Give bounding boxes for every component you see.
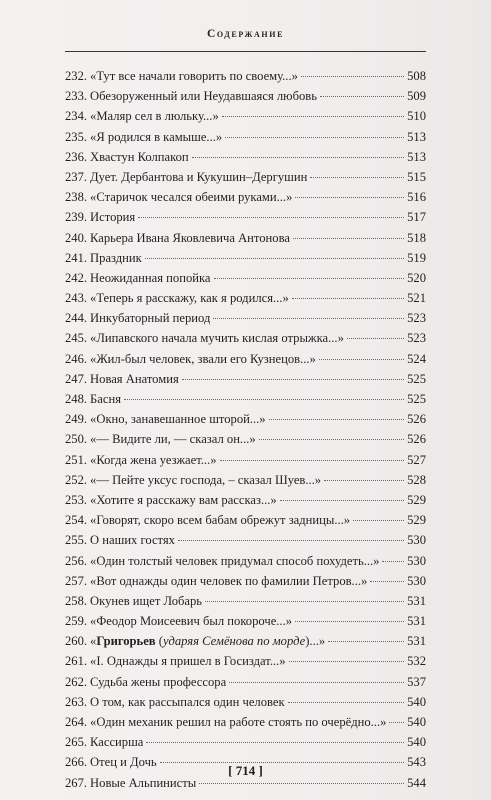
entry-page-number: 508: [407, 69, 426, 83]
dot-leader: [289, 661, 405, 662]
entry-title: Окунев ищет Лобарь: [90, 593, 203, 608]
dot-leader: [347, 338, 404, 339]
toc-entry: [65, 308, 426, 328]
dot-leader: [292, 298, 404, 299]
entry-page-number: 526: [407, 432, 426, 447]
entry-title: Кассирша: [90, 735, 144, 750]
entry-title: Отец и Дочь: [90, 755, 157, 770]
toc-entry: [65, 86, 426, 106]
entry-number: 254.: [65, 513, 88, 528]
entry-number: 255.: [65, 533, 88, 548]
dot-leader: [178, 540, 404, 541]
entry-number: 263.: [65, 694, 88, 709]
toc-entry: [65, 530, 426, 550]
dot-leader: [269, 419, 405, 420]
toc-entry: [65, 571, 426, 591]
entry-title: Новая Анатомия: [90, 371, 179, 386]
toc-entry: [65, 248, 426, 268]
entry-page-number: 531: [407, 593, 426, 608]
entry-title: «— Пейте уксус господа, – сказал Шуев...»: [90, 472, 322, 487]
entry-page-number: 543: [407, 755, 426, 770]
entry-number: 233.: [65, 89, 88, 104]
dot-leader: [205, 601, 404, 602]
entry-page-number: 527: [407, 452, 426, 467]
toc-entry: [65, 611, 426, 631]
dot-leader: [146, 742, 404, 743]
toc-entry: [65, 672, 426, 692]
entry-page-number: 523: [407, 311, 426, 326]
toc-entry: [65, 369, 426, 389]
dot-leader: [370, 581, 404, 582]
toc-entry: [65, 490, 426, 510]
entry-title: Праздник: [90, 250, 142, 265]
toc-entry: [65, 651, 426, 671]
dot-leader: [301, 76, 404, 77]
toc-entry: [65, 409, 426, 429]
entry-number: 258.: [65, 593, 88, 608]
dot-leader: [259, 439, 404, 440]
entry-page-number: 529: [407, 513, 426, 528]
toc-entry: [65, 127, 426, 147]
dot-leader: [182, 379, 404, 380]
entry-title: Обезоруженный или Неудавшаяся любовь: [90, 89, 317, 104]
dot-leader: [280, 500, 404, 501]
toc-entry: [65, 207, 426, 227]
entry-number: 262.: [65, 674, 88, 689]
entry-title: «Говорят, скоро всем бабам обрежут задницы...»: [90, 513, 351, 528]
table-of-contents: [65, 66, 426, 793]
toc-entry: [65, 147, 426, 167]
entry-number: 247.: [65, 371, 88, 386]
entry-title: Инкубаторный период: [90, 311, 211, 326]
dot-leader: [310, 177, 404, 178]
toc-entry: [65, 510, 426, 530]
entry-number: 256.: [65, 553, 88, 568]
dot-leader: [288, 702, 405, 703]
entry-page-number: 532: [407, 654, 426, 669]
entry-title: «I. Однажды я пришел в Госиздат...»: [90, 654, 286, 669]
entry-page-number: 530: [407, 533, 426, 548]
entry-page-number: 513: [407, 149, 426, 164]
page-number: [ 714 ]: [228, 763, 263, 778]
entry-page-number: 521: [407, 291, 426, 306]
toc-entry: [65, 551, 426, 571]
entry-page-number: 540: [407, 694, 426, 709]
entry-number: 251.: [65, 452, 88, 467]
entry-number: 246.: [65, 351, 88, 366]
dot-leader: [229, 682, 404, 683]
toc-entry: [65, 732, 426, 752]
entry-page-number: 531: [407, 614, 426, 629]
entry-page-number: 516: [407, 190, 426, 205]
entry-number: 243.: [65, 291, 88, 306]
toc-entry: [65, 268, 426, 288]
entry-title: «Маляр сел в люльку...»: [90, 109, 219, 124]
entry-number: 253.: [65, 492, 88, 507]
entry-title: «Когда жена уезжает...»: [90, 452, 217, 467]
toc-entry: [65, 349, 426, 369]
toc-entry: [65, 66, 426, 86]
dot-leader: [220, 460, 405, 461]
entry-page-number: 530: [407, 573, 426, 588]
entry-page-number: 519: [407, 250, 426, 265]
entry-number: 236.: [65, 149, 88, 164]
entry-page-number: 520: [407, 270, 426, 285]
entry-page-number: 525: [407, 371, 426, 386]
entry-title: «Окно, занавешанное шторой...»: [90, 412, 266, 427]
entry-number: 248.: [65, 392, 88, 406]
entry-title: «Вот однажды один человек по фамилии Петров...»: [90, 573, 368, 588]
entry-number: 265.: [65, 735, 88, 750]
toc-entry: [65, 328, 426, 348]
dot-leader: [353, 520, 404, 521]
dot-leader: [324, 480, 404, 481]
dot-leader: [124, 399, 404, 400]
entry-number: 264.: [65, 715, 88, 729]
entry-page-number: 531: [407, 634, 426, 649]
entry-title: О наших гостях: [90, 533, 175, 548]
entry-page-number: 544: [407, 775, 426, 790]
entry-page-number: 515: [407, 169, 426, 184]
entry-number: 250.: [65, 432, 88, 447]
entry-page-number: 509: [407, 89, 426, 104]
entry-page-number: 537: [407, 674, 426, 689]
toc-entry: [65, 712, 426, 732]
entry-number: 266.: [65, 755, 88, 770]
entry-page-number: 513: [407, 129, 426, 144]
entry-title: «Липавского начала мучить кислая отрыжка...»: [90, 331, 344, 346]
dot-leader: [295, 197, 404, 198]
entry-page-number: 526: [407, 412, 426, 427]
dot-leader: [199, 783, 404, 784]
toc-entry: [65, 389, 426, 409]
entry-title: «Феодор Моисеевич был покороче...»: [90, 614, 293, 629]
entry-page-number: 517: [407, 210, 426, 225]
dot-leader: [389, 722, 404, 723]
dot-leader: [293, 238, 404, 239]
entry-page-number: 523: [407, 331, 426, 346]
toc-entry: [65, 106, 426, 126]
dot-leader: [328, 641, 404, 642]
entry-title-open: (: [155, 634, 163, 649]
dot-leader: [319, 359, 404, 360]
toc-entry: [65, 187, 426, 207]
entry-title: История: [90, 210, 136, 225]
toc-entry: [65, 429, 426, 449]
header-rule: [65, 51, 426, 52]
dot-leader: [138, 217, 404, 218]
entry-title: «Теперь я расскажу, как я родился...»: [90, 291, 289, 306]
entry-number: 259.: [65, 614, 88, 629]
entry-title: «Один толстый человек придумал способ похудеть...»: [90, 553, 380, 568]
entry-number: 261.: [65, 654, 88, 669]
dot-leader: [214, 278, 405, 279]
entry-number: 267.: [65, 775, 88, 790]
entry-number: 240.: [65, 230, 88, 245]
entry-title-italic: ударяя Семёнова по морде: [162, 634, 306, 649]
entry-page-number: 528: [407, 472, 426, 487]
dot-leader: [225, 137, 404, 138]
entry-page-number: 540: [407, 715, 426, 729]
entry-number: 239.: [65, 210, 88, 225]
entry-title: Басня: [90, 392, 121, 406]
entry-number: 234.: [65, 109, 88, 124]
entry-number: 242.: [65, 270, 88, 285]
dot-leader: [295, 621, 404, 622]
entry-number: 232.: [65, 69, 88, 83]
entry-number: 235.: [65, 129, 88, 144]
entry-number: 252.: [65, 472, 88, 487]
entry-number: 245.: [65, 331, 88, 346]
entry-page-number: 524: [407, 351, 426, 366]
toc-entry: [65, 167, 426, 187]
entry-page-number: 540: [407, 735, 426, 750]
entry-page-number: 510: [407, 109, 426, 124]
entry-title: Дует. Дербантова и Кукушин–Дергушин: [90, 169, 308, 184]
dot-leader: [382, 561, 404, 562]
entry-title: «Один механик решил на работе стоять по очерёдно...»: [90, 715, 387, 729]
entry-number: 238.: [65, 190, 88, 205]
entry-number: 237.: [65, 169, 88, 184]
entry-title: «Я родился в камыше...»: [90, 129, 223, 144]
entry-title: [90, 631, 325, 651]
entry-title: О том, как рассыпался один человек: [90, 694, 285, 709]
dot-leader: [222, 116, 404, 117]
entry-page-number: 518: [407, 230, 426, 245]
dot-leader: [213, 318, 404, 319]
dot-leader: [320, 96, 404, 97]
entry-number: 249.: [65, 412, 88, 427]
entry-page-number: 530: [407, 553, 426, 568]
toc-entry: [65, 288, 426, 308]
entry-title-close: )...»: [305, 634, 326, 649]
entry-title: Хвастун Колпакоп: [90, 149, 189, 164]
dot-leader: [192, 157, 404, 158]
toc-entry: [65, 470, 426, 490]
entry-title-prefix: «: [90, 634, 97, 649]
entry-title: Неожиданная попойка: [90, 270, 211, 285]
entry-title: «Хотите я расскажу вам рассказ...»: [90, 492, 277, 507]
entry-title: «Жил-был человек, звали его Кузнецов...»: [90, 351, 316, 366]
entry-number: 257.: [65, 573, 88, 588]
entry-title: Судьба жены профессора: [90, 674, 227, 689]
toc-entry: [65, 631, 426, 651]
entry-number: 260.: [65, 634, 88, 649]
toc-entry: [65, 692, 426, 712]
entry-number: 244.: [65, 311, 88, 326]
entry-title: Карьера Ивана Яковлевича Антонова: [90, 230, 290, 245]
entry-title: «Старичок чесался обеими руками...»: [90, 190, 293, 205]
entry-title: «Тут все начали говорить по своему...»: [90, 69, 298, 83]
entry-title: Новые Альпинисты: [90, 775, 197, 790]
toc-entry: [65, 450, 426, 470]
dot-leader: [145, 258, 404, 259]
running-head: Содержание: [206, 28, 285, 40]
entry-title-bold: Григорьев: [96, 634, 156, 649]
entry-title: «— Видите ли, — сказал он...»: [90, 432, 256, 447]
entry-page-number: 525: [407, 392, 426, 406]
entry-page-number: 529: [407, 492, 426, 507]
toc-entry: [65, 228, 426, 248]
entry-number: 241.: [65, 250, 88, 265]
toc-entry: [65, 591, 426, 611]
